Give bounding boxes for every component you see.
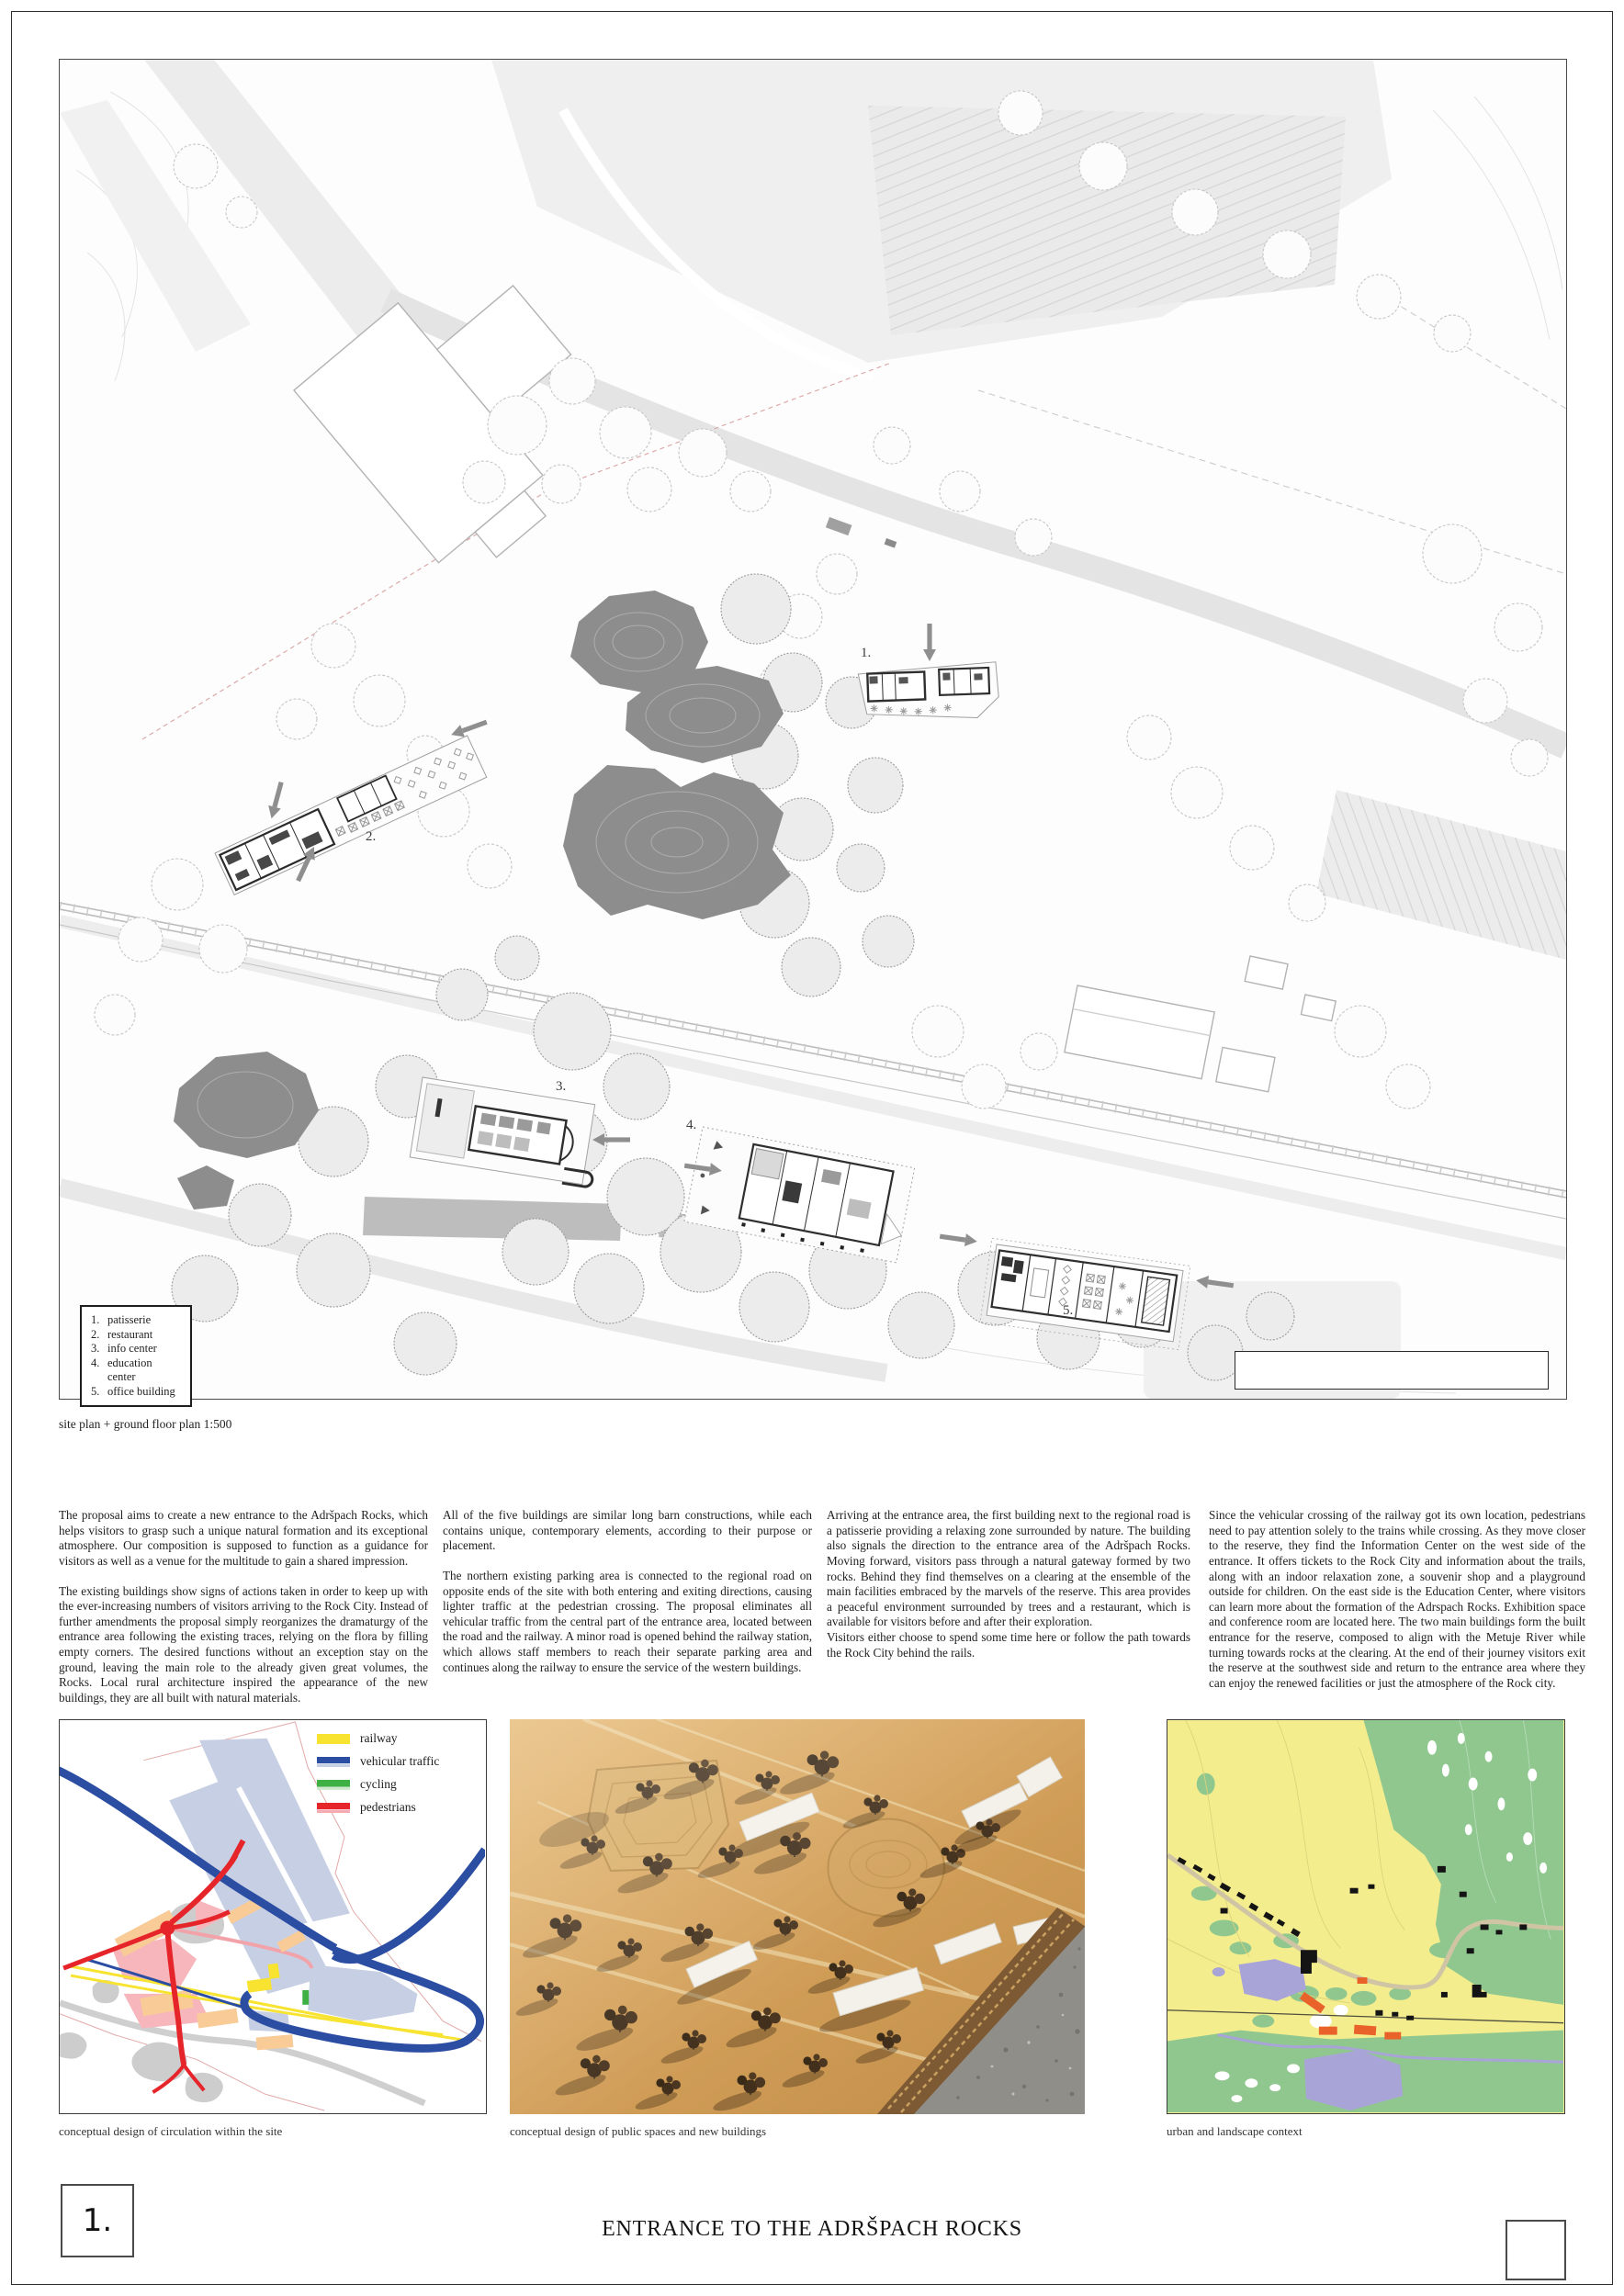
plan-label-5: 5. (1063, 1303, 1074, 1318)
caption-context: urban and landscape context (1167, 2124, 1303, 2138)
figure-context-map (1167, 1719, 1565, 2114)
path-junction (160, 1920, 175, 1935)
essay-text (59, 1508, 1587, 1721)
paragraph: The proposal aims to create a new entrance to the Adršpach Rocks, which helps visitors to grasp such a unique natural formation and its exceptional atmosphere. Our composition is supposed to function as a guidance for visitors as well as a venue for the multitude to gain a shared impression. (59, 1508, 428, 1568)
pedestrians-swatch (317, 1803, 350, 1813)
paragraph: Arriving at the entrance area, the first building next to the regional road is a patisserie providing a relaxing zone surrounded by nature. The building also signals the direction to the entrance area of the Adršpach Rocks. Moving forward, visitors pass through a natural gateway formed by two rocks. Behind they find themselves on a clearing at the ensemble of the main facilities embraced by the marvels of the reserve. This area provides a peaceful environment surrounded by trees and a restaurant, which is available for visitors before and after their exploration. (827, 1508, 1190, 1629)
sheet-number: 1. (82, 2202, 113, 2239)
essay-column-3 (827, 1508, 1190, 1721)
paragraph: The northern existing parking area is connected to the regional road on opposite ends of the site with both entering and exiting directions, causing lighter traffic at the pedestrian crossing. The proposal eliminates all vehicular traffic from the central part of the entrance area, located between the road and the railway. A minor road is opened behind the railway station, which allows staff members to reach their separate parking area and continues along the railway to ensure the service of the western buildings. (443, 1568, 812, 1674)
vehicular-swatch (317, 1757, 350, 1767)
paragraph: All of the five buildings are similar long barn constructions, while each contains unique, contemporary elements, according to their purpose or placement. (443, 1508, 812, 1553)
plan-label-1: 1. (861, 646, 872, 660)
figure-model-photo (510, 1719, 1085, 2114)
essay-column-1 (59, 1508, 428, 1721)
cycling-swatch (317, 1780, 350, 1790)
scale-bar-box (1235, 1351, 1549, 1390)
site-plan-panel (59, 59, 1567, 1400)
model-photo (510, 1719, 1085, 2114)
legend-item: 3. info center (91, 1342, 157, 1355)
legend-item: 4. education center (91, 1356, 152, 1383)
sheet-title: ENTRANCE TO THE ADRŠPACH ROCKS (602, 2217, 1022, 2241)
legend-item: 1. patisserie (91, 1313, 152, 1326)
caption-circulation: conceptual design of circulation within the site (59, 2124, 283, 2138)
site-plan-drawing (60, 60, 1566, 1399)
legend-row: cycling (317, 1777, 462, 1792)
context-map (1167, 1720, 1563, 2112)
caption-model: conceptual design of public spaces and new buildings (510, 2124, 767, 2138)
legend-row: pedestrians (317, 1800, 462, 1815)
legend-item: 5. office building (91, 1384, 175, 1398)
plan-label-2: 2. (366, 829, 377, 844)
footer-empty-box (1506, 2220, 1566, 2280)
figure-circulation-diagram (59, 1719, 487, 2114)
paragraph: Since the vehicular crossing of the railway got its own location, pedestrians need to pay attention solely to the trains while crossing. As they move closer to the reserve, they find the Information Center on the west side of the entrance. It offers tickets to the Rock City and information about the trails, along with an indoor relaxation zone, a souvenir shop and a playground outside for children. On the east side is the Education Center, where visitors can learn more about the formation of the Adrspach Rocks. Exhibition space and conference room are located here. The two main buildings form the built entrance for the reserve, composed to align with the Metuje River while turning towards rocks at the clearing. At the end of their journey visitors exit the reserve at the southwest side and return to the entrance area where they can enjoy the renewed facilities or just the atmosphere of the Rock city. (1209, 1508, 1585, 1690)
plan-label-4: 4. (686, 1118, 697, 1132)
plan-legend (80, 1305, 192, 1407)
essay-column-2 (443, 1508, 812, 1721)
legend-row: vehicular traffic (317, 1754, 462, 1769)
legend-item: 2. restaurant (91, 1327, 153, 1341)
legend-row: railway (317, 1731, 462, 1746)
paragraph: Visitors either choose to spend some time here or follow the path towards the Rock City behind the rails. (827, 1630, 1190, 1660)
essay-column-4 (1209, 1508, 1585, 1721)
circulation-legend (317, 1731, 462, 1823)
paragraph: The existing buildings show signs of actions taken in order to keep up with the ever-increasing numbers of visitors arriving to the Rock City. Instead of further amendments the proposal simply reorganizes the dramaturgy of the entrance area following the existing traces, relying on the flora by filling empty corners. The desired functions without an exception stay on the ground, leaving the main role to the already given great volumes, the Rocks. Local rural architecture inspired the appearance of the new buildings, they are all built with natural materials. (59, 1583, 428, 1705)
plan-caption: site plan + ground floor plan 1:500 (59, 1417, 232, 1431)
cycling-segment (302, 1990, 309, 2005)
railway-swatch (317, 1734, 350, 1744)
plan-label-3: 3. (556, 1079, 567, 1094)
